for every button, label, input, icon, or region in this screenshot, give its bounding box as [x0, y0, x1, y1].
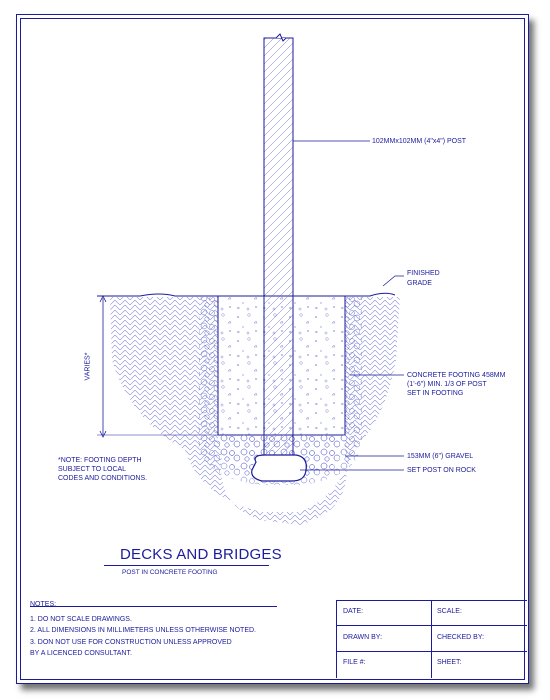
gravel-label: 153MM (6") GRAVEL — [407, 453, 474, 460]
table-divider — [431, 600, 432, 678]
varies-label: VARIES* — [84, 352, 92, 381]
footing-note-3: CODES AND CONDITIONS. — [58, 475, 148, 482]
footing-label-1: CONCRETE FOOTING 458MM — [407, 372, 506, 379]
footing-note-2: SUBJECT TO LOCAL — [58, 466, 127, 473]
title-underline — [104, 565, 269, 566]
notes-underline — [30, 606, 277, 607]
note-item: 2. ALL DIMENSIONS IN MILLIMETERS UNLESS OTHERWISE NOTED. — [30, 627, 256, 634]
rock — [252, 455, 307, 481]
drawing-title: DECKS AND BRIDGES — [120, 546, 282, 563]
finished-grade-label-1: FINISHED — [407, 270, 440, 277]
title-block-table — [336, 600, 527, 678]
post — [264, 38, 293, 458]
table-row — [337, 625, 527, 626]
finished-grade-label-2: GRADE — [407, 280, 432, 287]
rock-label: SET POST ON ROCK — [407, 467, 476, 474]
date-field: DATE: — [343, 608, 364, 615]
footing-label-3: SET IN FOOTING — [407, 390, 464, 397]
checked-by-field: CHECKED BY: — [437, 634, 485, 641]
note-item: 3. DON NOT USE FOR CONSTRUCTION UNLESS APPROVED — [30, 638, 232, 646]
notes-header: NOTES: — [30, 601, 57, 608]
notes-block — [30, 599, 256, 660]
sheet-field: SHEET: — [437, 659, 462, 666]
drawn-by-field: DRAWN BY: — [343, 634, 383, 641]
note-item: BY A LICENCED CONSULTANT. — [30, 650, 132, 657]
drawing-subtitle: POST IN CONCRETE FOOTING — [122, 569, 218, 576]
file-field: FILE #: — [343, 659, 366, 666]
footing-label-2: (1'-6") MIN. 1/3 OF POST — [407, 381, 487, 388]
scale-field: SCALE: — [437, 608, 462, 615]
post-label: 102MMx102MM (4"x4") POST — [372, 138, 467, 145]
footing-note-1: *NOTE: FOOTING DEPTH — [58, 457, 142, 464]
note-item: 1. DO NOT SCALE DRAWINGS. — [30, 615, 132, 623]
table-row — [337, 651, 527, 652]
table-row — [337, 600, 527, 601]
